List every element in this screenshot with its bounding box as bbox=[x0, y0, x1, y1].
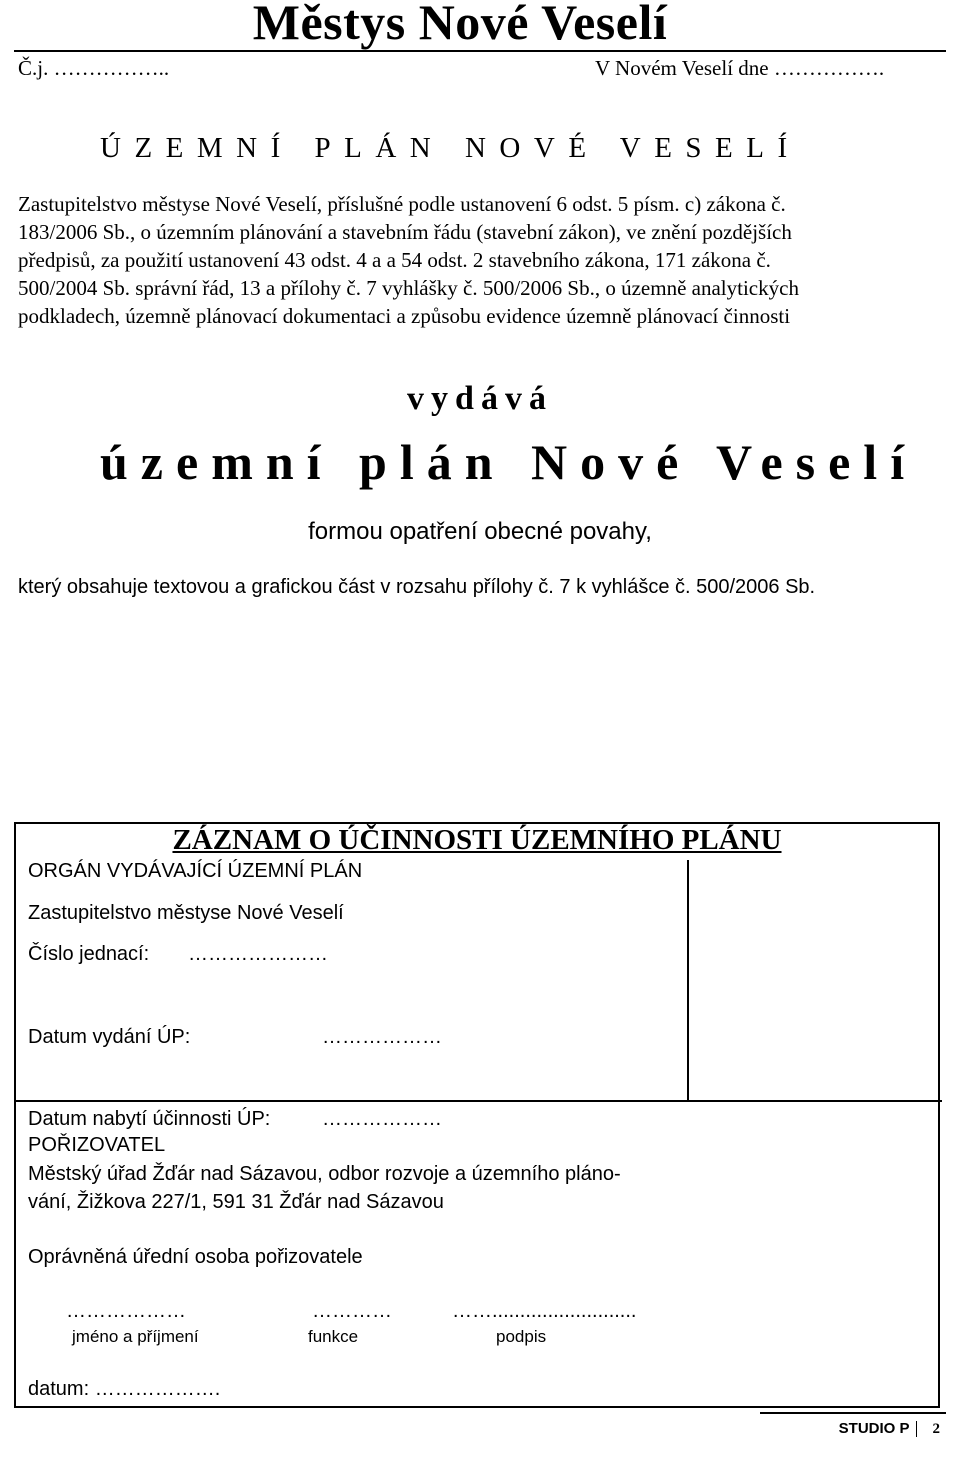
issue-date-label: Datum vydání ÚP: bbox=[28, 1026, 191, 1048]
record-divider bbox=[16, 1100, 942, 1102]
procurer-address-line: Městský úřad Žďár nad Sázavou, odbor rozvoje a územního pláno- bbox=[28, 1163, 621, 1185]
studio-brand: STUDIO P bbox=[838, 1420, 910, 1437]
official-person-label: Oprávněná úřední osoba pořizovatele bbox=[28, 1246, 363, 1268]
organ-label: ORGÁN VYDÁVAJÍCÍ ÚZEMNÍ PLÁN bbox=[28, 860, 363, 882]
reference-number: Č.j. …………….. bbox=[18, 56, 170, 80]
date-field: datum: ………………. bbox=[28, 1378, 221, 1400]
intro-line: 500/2004 Sb. správní řád, 13 a přílohy č. 7 vyhlášky č. 500/2006 Sb., o územně analytických bbox=[18, 276, 799, 300]
issues-heading: vydává bbox=[407, 380, 553, 417]
reference-label: Číslo jednací: bbox=[28, 943, 150, 965]
name-signature-line: ……………… bbox=[66, 1300, 186, 1322]
footer-rule bbox=[760, 1412, 946, 1414]
page-footer bbox=[839, 1420, 940, 1438]
procurer-label: POŘIZOVATEL bbox=[28, 1134, 166, 1156]
effective-date-label: Datum nabytí účinnosti ÚP: bbox=[28, 1108, 271, 1130]
issue-date: V Novém Veselí dne ……………. bbox=[595, 56, 885, 80]
title-underline bbox=[14, 50, 946, 52]
intro-line: 183/2006 Sb., o územním plánování a stavebním řádu (stavební zákon), ve znění pozdějších bbox=[18, 220, 792, 244]
function-caption: funkce bbox=[308, 1327, 359, 1346]
section-headline: ÚZEMNÍ PLÁN NOVÉ VESELÍ bbox=[100, 132, 801, 164]
intro-line: předpisů, za použití ustanovení 43 odst. 4 a a 54 odst. 2 stavebního zákona, 171 zákona č. bbox=[18, 248, 771, 272]
signature-line: …….......................... bbox=[452, 1300, 637, 1322]
procurer-address-line: vání, Žižkova 227/1, 591 31 Žďár nad Sázavou bbox=[28, 1191, 444, 1213]
name-caption: jméno a příjmení bbox=[72, 1327, 199, 1346]
organ-value: Zastupitelstvo městyse Nové Veselí bbox=[28, 902, 344, 924]
issue-date-value: ……………… bbox=[322, 1026, 442, 1048]
function-signature-line: ………… bbox=[312, 1300, 392, 1322]
record-box bbox=[14, 822, 940, 1408]
reference-value: ………………… bbox=[188, 943, 328, 965]
intro-line: Zastupitelstvo městyse Nové Veselí, příslušné podle ustanovení 6 odst. 5 písm. c) zákona č. bbox=[18, 192, 786, 216]
record-title: ZÁZNAM O ÚČINNOSTI ÚZEMNÍHO PLÁNU bbox=[172, 824, 782, 856]
intro-paragraph bbox=[18, 190, 946, 330]
form-statement: formou opatření obecné povahy, bbox=[308, 518, 652, 545]
signature-caption: podpis bbox=[496, 1327, 547, 1346]
plan-title: územní plán Nové Veselí bbox=[100, 434, 918, 490]
document-title: Městys Nové Veselí bbox=[252, 0, 668, 50]
effective-date-value: ……………… bbox=[322, 1108, 442, 1130]
contents-statement: který obsahuje textovou a grafickou část v rozsahu přílohy č. 7 k vyhlášce č. 500/2006 Sb. bbox=[18, 576, 816, 598]
page-number: 2 bbox=[932, 1421, 940, 1437]
footer-separator bbox=[916, 1421, 917, 1437]
stamp-divider bbox=[687, 860, 689, 1100]
intro-line: podkladech, územně plánovací dokumentaci a způsobu evidence územně plánovací činnosti bbox=[18, 304, 791, 328]
